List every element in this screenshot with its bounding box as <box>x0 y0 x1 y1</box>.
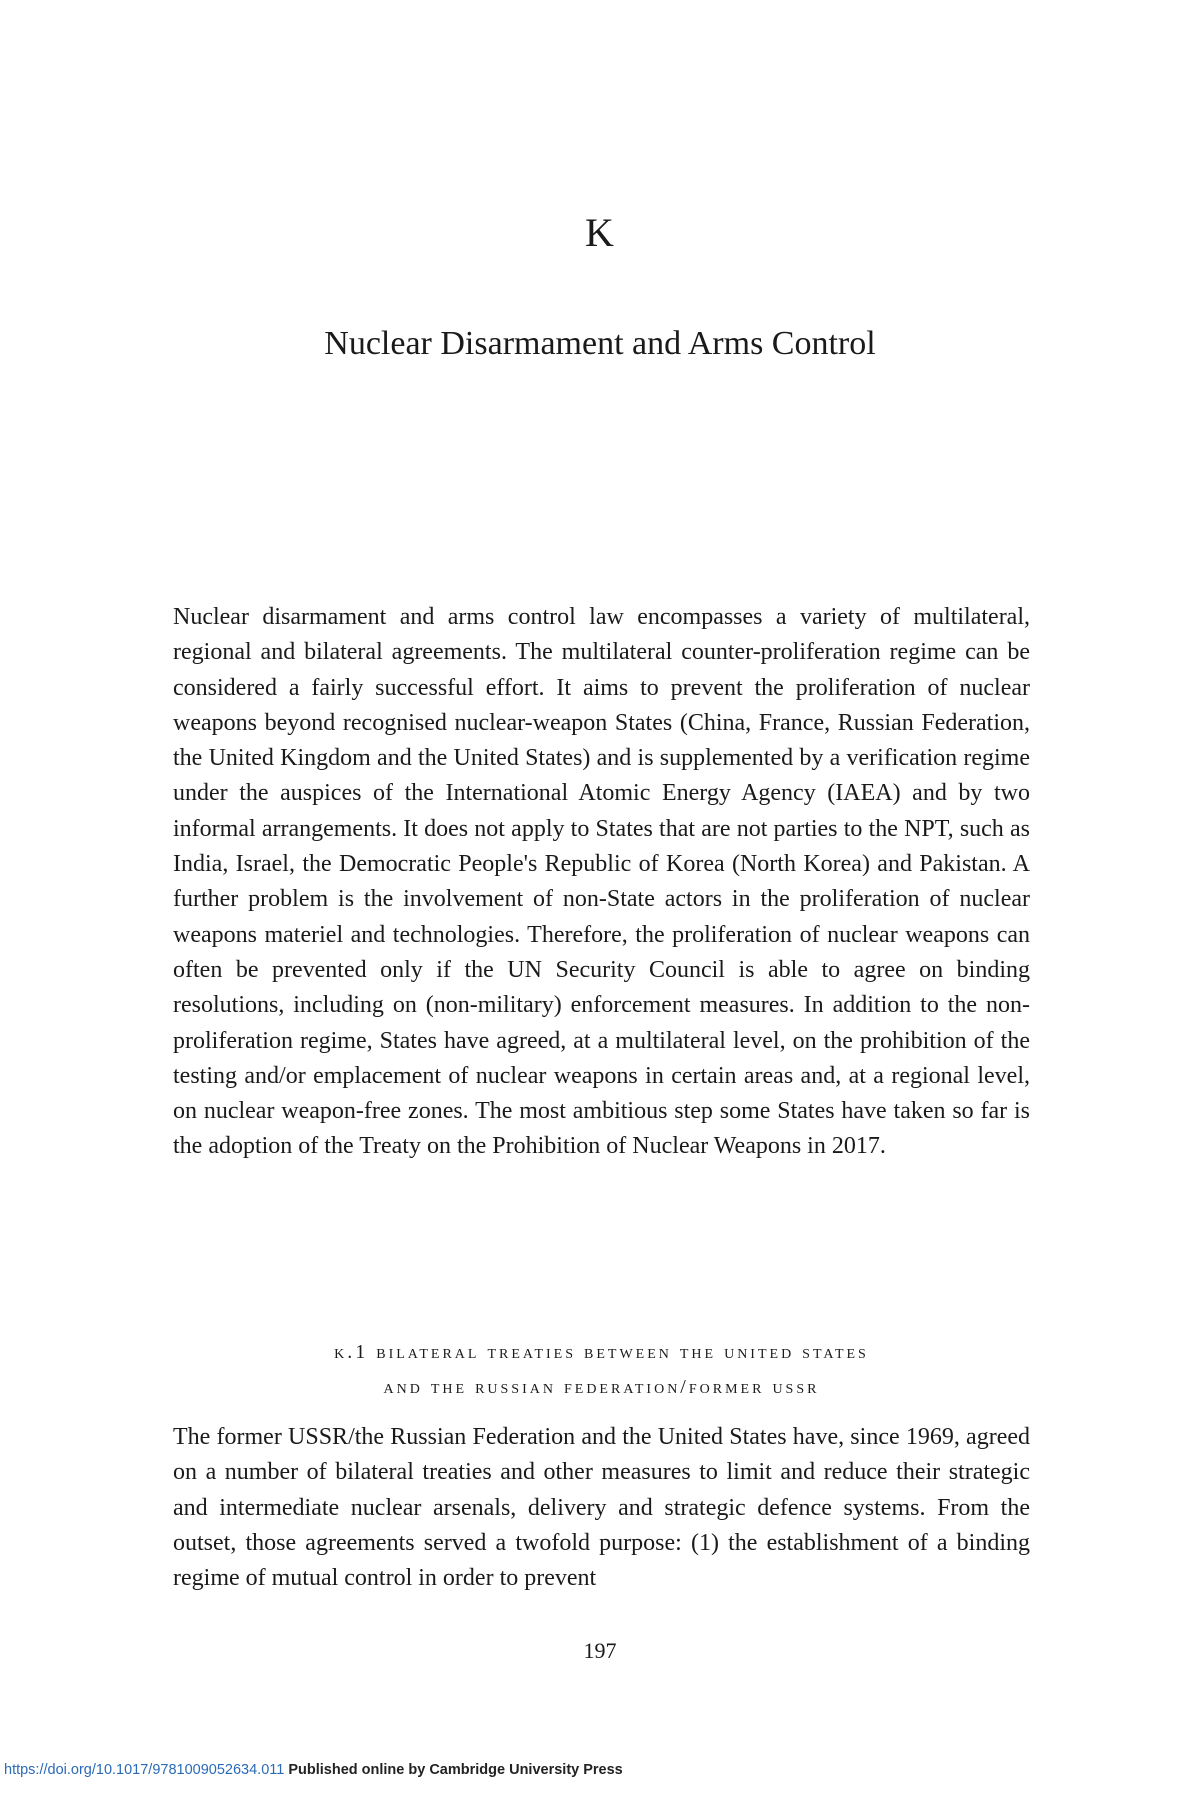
section-paragraph: The former USSR/the Russian Federation and the United States have, since 1969, agreed on a number of bilateral treaties and other measures to limit and reduce their strategic and intermediate nuclear arsenals, delivery and strategic defence systems. From the outset, those agreements served a twofold purpose: (1) the establishment of a binding regime of mutual control in order to prevent <box>173 1424 1030 1592</box>
intro-paragraph: Nuclear disarmament and arms control law encompasses a variety of multilateral, regional and bilateral agreements. The multilateral counter-proliferation regime can be considered a fairly successful effort. It aims to prevent the proliferation of nuclear weapons beyond recognised nuclear-weapon States (China, France, Russian Federation, the United Kingdom and the United States) and is supplemented by a verification regime under the auspices of the International Atomic Energy Agency (IAEA) and by two informal arrangements. It does not apply to States that are not parties to the NPT, such as India, Israel, the Democratic People's Republic of Korea (North Korea) and Pakistan. A further problem is the involvement of non-State actors in the proliferation of nuclear weapons materiel and technologies. Therefore, the proliferation of nuclear weapons can often be prevented only if the UN Security Council is able to agree on binding resolutions, including on (non-military) enforcement measures. In addition to the non-proliferation regime, States have agreed, at a multilateral level, on the prohibition of the testing and/​or emplacement of nuclear weapons in certain areas and, at a regional level, on nuclear weapon-free zones. The most ambitious step some States have taken so far is the adoption of the Treaty on the Prohibition of Nuclear Weapons in 2017. <box>173 604 1030 1160</box>
page-number: 197 <box>583 1638 617 1663</box>
footer <box>4 1760 623 1780</box>
section-heading-line-1: k.1 bilateral treaties between the united states <box>334 1341 869 1363</box>
publisher-note: Published online by Cambridge University Press <box>288 1762 623 1778</box>
section-heading-line-2: and the russian federation/former ussr <box>383 1376 820 1398</box>
section-heading <box>173 1335 1030 1405</box>
doi-link[interactable]: https://doi.org/10.1017/9781009052634.011 <box>4 1762 285 1778</box>
chapter-letter: K <box>585 210 615 255</box>
chapter-title: Nuclear Disarmament and Arms Control <box>324 325 876 362</box>
